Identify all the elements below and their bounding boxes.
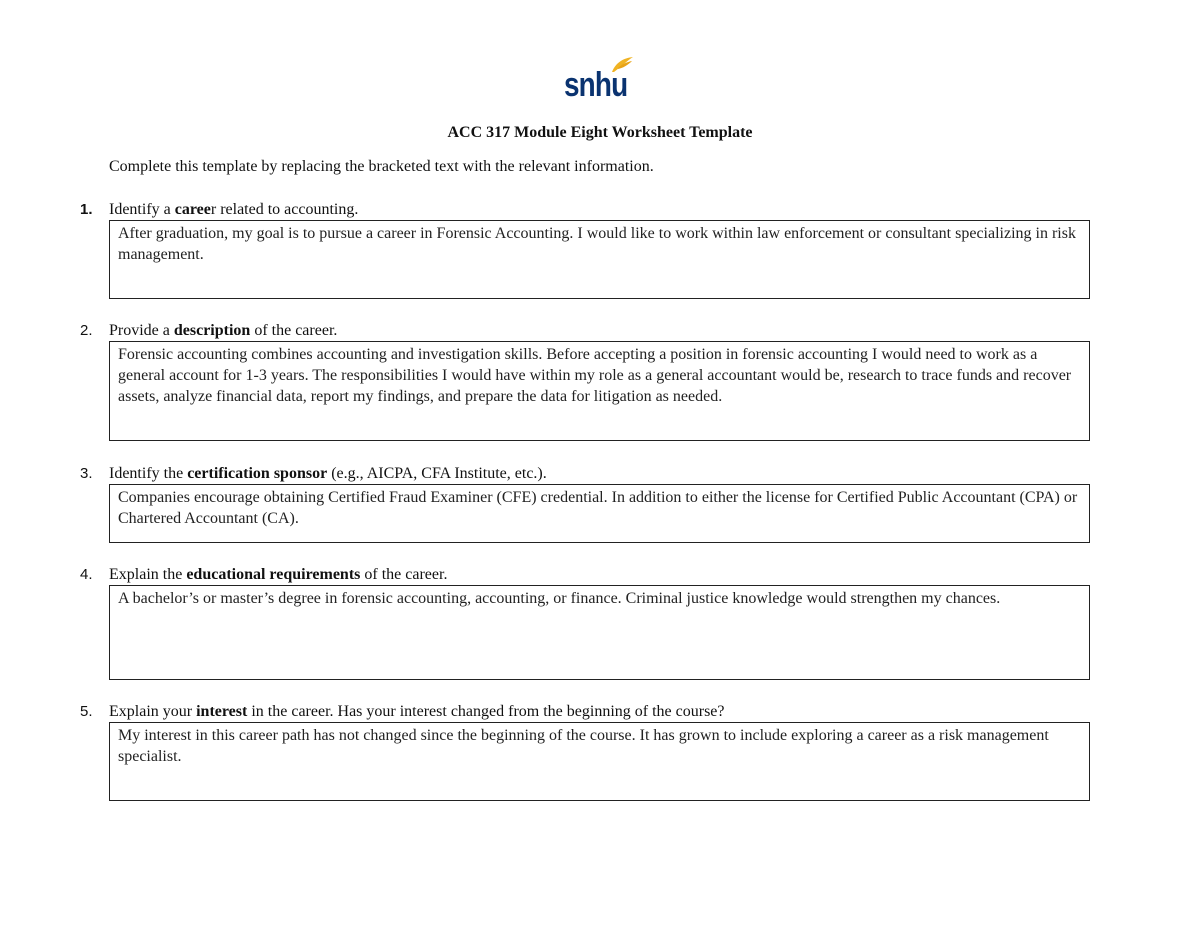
question-text-post: of the career. <box>250 322 338 339</box>
question-text-pre: Explain the <box>109 566 187 583</box>
question-text-pre: Provide a <box>109 322 174 339</box>
question-number: 2. <box>80 322 93 339</box>
logo-text: snhu <box>564 66 628 104</box>
snhu-logo <box>564 56 634 104</box>
question-text-pre: Explain your <box>109 703 197 720</box>
answer-box-3[interactable]: Companies encourage obtaining Certified Fraud Examiner (CFE) credential. In addition to either the license for Certified Public Accountant (CPA) or Chartered Accountant (CA). <box>109 484 1090 543</box>
answer-box-2[interactable]: Forensic accounting combines accounting and investigation skills. Before accepting a position in forensic accounting I would need to work as a general account for 1-3 years. The responsibilities I would have within my role as a general accountant would be, research to trace funds and recover assets, analyze financial data, report my findings, and prepare the data for litigation as needed. <box>109 341 1090 441</box>
question-2 <box>80 321 337 341</box>
answer-box-5[interactable]: My interest in this career path has not changed since the beginning of the course. It has grown to include exploring a career as a risk management specialist. <box>109 722 1090 801</box>
question-text-post: of the career. <box>360 566 448 583</box>
question-keyword: interest <box>196 703 248 720</box>
question-1 <box>80 200 358 220</box>
answer-box-1[interactable]: After graduation, my goal is to pursue a career in Forensic Accounting. I would like to work within law enforcement or consultant specializing in risk management. <box>109 220 1090 299</box>
question-keyword: certification sponsor <box>187 465 328 482</box>
page-title: ACC 317 Module Eight Worksheet Template <box>447 124 753 141</box>
question-text-post: in the career. Has your interest changed from the beginning of the course? <box>247 703 725 720</box>
instructions-text: Complete this template by replacing the bracketed text with the relevant information. <box>109 158 654 175</box>
question-keyword: caree <box>174 201 211 218</box>
question-number: 5. <box>80 703 93 720</box>
question-text-pre: Identify a <box>109 201 175 218</box>
question-5 <box>80 702 725 722</box>
question-text-post: (e.g., AICPA, CFA Institute, etc.). <box>327 465 547 482</box>
answer-box-4[interactable]: A bachelor’s or master’s degree in forensic accounting, accounting, or finance. Criminal justice knowledge would strengthen my chances. <box>109 585 1090 680</box>
question-text-pre: Identify the <box>109 465 188 482</box>
question-3 <box>80 464 547 484</box>
question-number: 3. <box>80 465 93 482</box>
question-keyword: educational requirements <box>186 566 361 583</box>
question-number: 4. <box>80 566 93 583</box>
question-number: 1. <box>80 201 93 218</box>
question-keyword: description <box>173 322 251 339</box>
question-text-post: r related to accounting. <box>210 201 359 218</box>
question-4 <box>80 565 447 585</box>
